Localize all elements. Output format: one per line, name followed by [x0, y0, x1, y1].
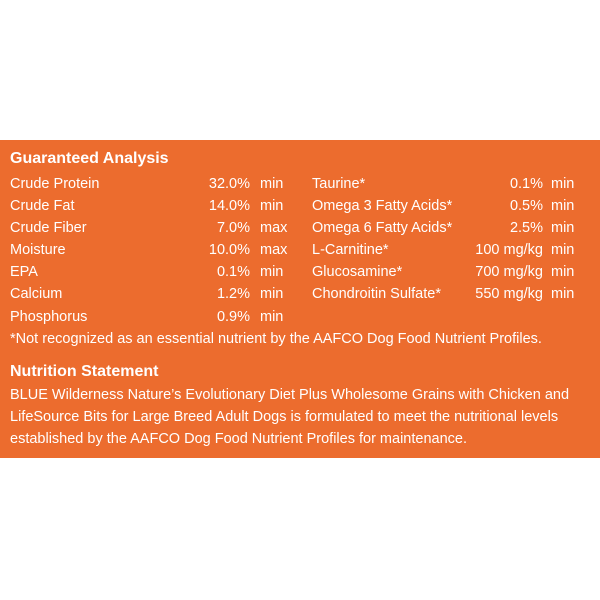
nutrient-name: Chondroitin Sulfate*: [312, 286, 441, 302]
nutrient-value: 0.9%: [216, 309, 250, 325]
analysis-row: [0, 239, 600, 261]
guaranteed-analysis-title: Guaranteed Analysis: [10, 150, 169, 167]
nutrient-name: Crude Fiber: [10, 220, 87, 236]
nutrition-statement-title: Nutrition Statement: [10, 363, 159, 380]
nutrient-unit: min: [260, 286, 284, 302]
nutrient-unit: min: [551, 264, 575, 280]
nutrient-value: 700 mg/kg: [475, 264, 543, 280]
analysis-row: [0, 217, 600, 239]
nutrient-value: 100 mg/kg: [475, 242, 543, 258]
nutrient-name: Taurine*: [312, 176, 366, 192]
nutrition-statement-text: BLUE Wilderness Nature’s Evolutionary Diet Plus Wholesome Grains with Chicken and LifeSource Bits for Large Breed Adult Dogs is formulated to meet the nutritional levels established by the AAFCO Dog Food Nutrient Profiles for maintenance.: [10, 387, 570, 447]
nutrient-unit: min: [551, 220, 575, 236]
nutrient-value: 14.0%: [208, 198, 250, 214]
nutrient-name: EPA: [10, 264, 38, 280]
nutrient-name: Crude Protein: [10, 176, 100, 192]
nutrient-unit: min: [260, 198, 284, 214]
analysis-row: [0, 283, 600, 305]
nutrient-name: Omega 6 Fatty Acids*: [312, 220, 453, 236]
nutrient-value: 0.1%: [216, 264, 250, 280]
nutrient-value: 7.0%: [216, 220, 250, 236]
analysis-row: [0, 306, 284, 328]
nutrient-value: 2.5%: [509, 220, 543, 236]
nutrient-value: 0.5%: [509, 198, 543, 214]
analysis-row: [0, 173, 600, 195]
nutrient-unit: min: [551, 198, 575, 214]
nutrient-unit: max: [260, 242, 288, 258]
nutrient-name: Glucosamine*: [312, 264, 403, 280]
analysis-row: [0, 261, 600, 283]
nutrient-value: 32.0%: [208, 176, 250, 192]
nutrient-unit: min: [260, 176, 284, 192]
nutrient-name: L-Carnitine*: [312, 242, 389, 258]
nutrient-value: 10.0%: [208, 242, 250, 258]
nutrient-name: Calcium: [10, 286, 63, 302]
nutrient-value: 0.1%: [509, 176, 543, 192]
footnote: *Not recognized as an essential nutrient by the AAFCO Dog Food Nutrient Profiles.: [10, 331, 542, 347]
nutrient-unit: min: [260, 309, 284, 325]
nutrient-unit: min: [260, 264, 284, 280]
nutrient-unit: max: [260, 220, 288, 236]
nutrient-name: Crude Fat: [10, 198, 75, 214]
analysis-row: [0, 195, 600, 217]
nutrient-name: Omega 3 Fatty Acids*: [312, 198, 453, 214]
nutrient-unit: min: [551, 286, 575, 302]
nutrient-value: 1.2%: [216, 286, 250, 302]
nutrient-unit: min: [551, 176, 575, 192]
nutrient-value: 550 mg/kg: [475, 286, 543, 302]
nutrient-unit: min: [551, 242, 575, 258]
nutrient-name: Phosphorus: [10, 309, 88, 325]
nutrient-name: Moisture: [10, 242, 66, 258]
nutrition-panel: [0, 140, 600, 458]
